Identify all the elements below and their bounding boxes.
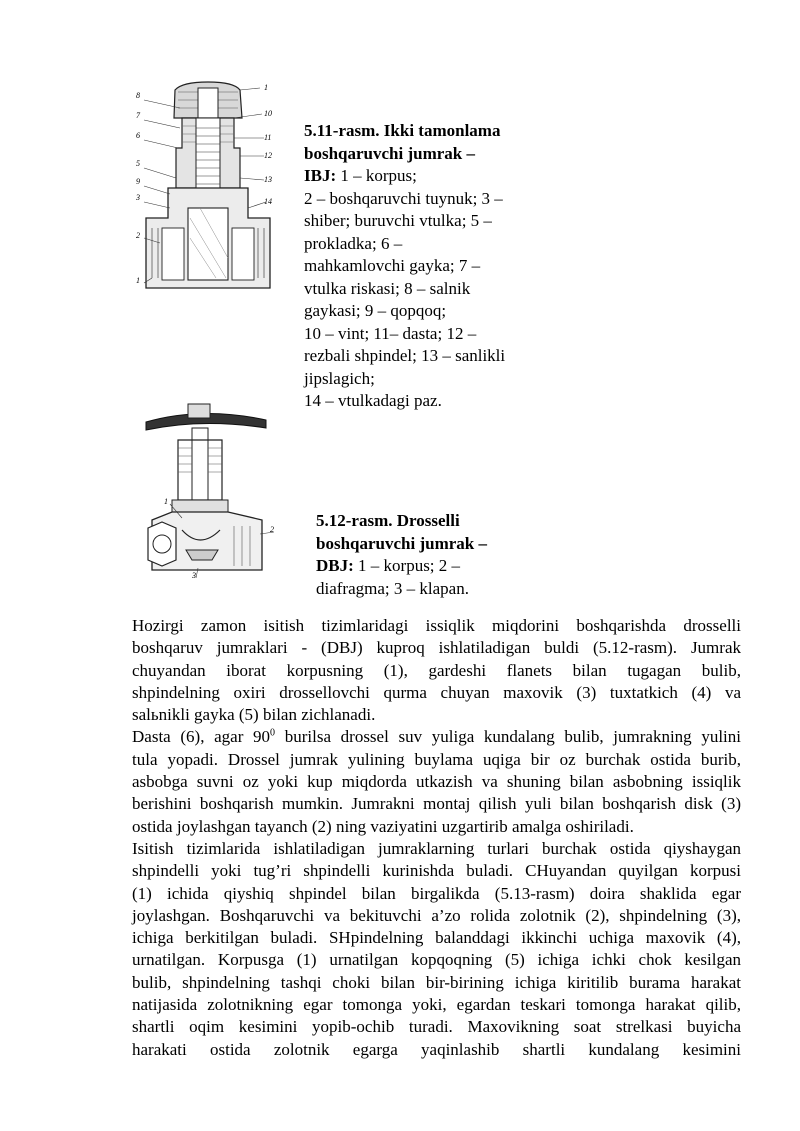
text-line: ichiga berkitilgan buladi. SHpindelning balanddagi ikkinchi uchiga maxovik (4), [132,928,741,948]
body-text [117,615,741,1061]
caption-line: 1 – korpus; [336,166,417,185]
text-line: salьnikli gayka (5) bilan zichlanadi. [132,705,376,725]
caption-line: 1 – korpus; 2 – [353,556,461,575]
caption-title-line: 5.11-rasm. Ikki tamonlama [304,121,501,140]
gate-valve-cross-section-image [130,78,280,296]
figure-callout-number: 8 [136,91,140,100]
text-line: boshqaruv jumraklari - (DBJ) kuproq ishlatiladigan buldi (5.12-rasm). Jumrak [132,638,741,658]
caption-line: vtulka riskasi; 8 – salnik [304,278,471,298]
paragraph-3 [117,838,741,1061]
caption-line: 14 – vtulkadagi paz. [304,391,442,410]
paragraph-2 [117,726,741,837]
caption-line: mahkamlovchi gayka; 7 – [304,256,481,275]
text-line: shartli oqim kesimini yopib-ochib turadi. Maxovikning soat strelkasi buyicha [132,1017,741,1037]
figure-callout-number: 13 [264,175,272,184]
text-line: berishini boshqarish mumkin. Jumrakni montaj qilish yuli bilan boshqarish disk (3) [132,794,741,814]
figure-callout-number: 9 [136,177,140,186]
caption-title-line: boshqaruvchi jumrak – [316,533,487,553]
text-segment: Dasta (6), agar 90 [132,727,271,747]
paragraph-1 [117,615,741,726]
caption-title-line: 5.12-rasm. Drosselli [316,511,460,530]
text-line: Isitish tizimlarida ishlatiladigan jumraklarning turlari burchak ostida qiyshaygan [132,838,741,858]
text-line: asbobga suvni oz yoki kup miqdorda utkazish va shuning bilan asbobning issiqlik [132,772,741,792]
text-line: harakati ostida zolotnik egarga yaqinlashib shartli kundalang kesimini [132,1039,741,1059]
text-line: bulib, shpindelning tashqi choki bilan bir-birining ichiga kiritilib burama harakat [132,972,741,992]
figure-5-11-valve-drawing [130,78,280,296]
text-line: shpindelli yoki tug’ri shpindelli kurinishda buladi. CHuyandan quyilgan korpusi [132,861,741,881]
figure-callout-number: 5 [136,159,140,168]
caption-line: 2 – boshqaruvchi tuynuk; 3 – [304,188,503,208]
figure-callout-number: 3 [192,571,196,580]
text-line: chuyandan iborat korpusning (1), gardeshi flanets bilan tugagan bulib, [132,660,741,680]
figure-callout-number: 10 [264,109,272,118]
figure-callout-number: 1 [136,276,140,285]
caption-abbr: DBJ: [316,556,354,575]
caption-line: gaykasi; 9 – qopqoq; [304,301,447,320]
figure-callout-number: 11 [264,133,272,142]
caption-title-line: boshqaruvchi jumrak – [304,143,475,163]
figure-5-12-caption [316,510,546,600]
figure-5-11-caption [304,120,544,413]
caption-line: prokladka; 6 – [304,233,403,253]
text-line: Hozirgi zamon isitish tizimlaridagi issiqlik miqdorini boshqarishda drosselli [132,616,741,635]
figure-callout-number: 3 [136,193,140,202]
caption-line: diafragma; 3 – klapan. [316,578,469,598]
figure-callout-number: 1 [264,83,268,92]
figure-callout-number: 1 [164,497,168,506]
caption-abbr: IBJ: [304,166,337,185]
degree-superscript: 0 [270,727,276,739]
figure-callout-number: 2 [136,231,140,240]
figure-callout-number: 12 [264,151,272,160]
text-line: shpindelning oxiri drossellovchi qurma chuyan maxovik (3) tuxtatkich (4) va [132,682,741,702]
text-segment: burilsa drossel suv yuliga kundalang bulib, jumrakning yulini [275,727,742,747]
text-line: natijasida zolotnikning egar tomonga yoki, egardan teskari tomonga harakat qilib, [132,995,741,1015]
text-line [117,726,741,748]
figure-callout-number: 6 [136,131,140,140]
figure-5-12-valve-drawing [142,400,277,580]
text-line: urnatilgan. Korpusga (1) urnatilgan kopqoqning (5) ichiga ichki chok kesilgan [132,950,741,970]
throttle-valve-cross-section-image [142,400,277,580]
text-line: tula yopadi. Drossel jumrak yulining buylama uqiga bir oz burchak ostida burib, [132,749,741,769]
text-line: ostida joylashgan tayanch (2) ning vaziyatini uzgartirib amalga oshiriladi. [132,816,634,836]
figure-callout-number: 7 [136,111,140,120]
figure-callout-number: 14 [264,197,272,206]
caption-line: rezbali shpindel; 13 – sanlikli [304,346,506,365]
text-line: (1) ichida qiyshiq shpindel bilan birgalikda (5.13-rasm) doira shaklida egar [132,883,741,903]
text-line: joylashgan. Boshqaruvchi va bekituvchi a’zo rolida zolotnik (2), shpindelning (3), [132,905,741,925]
caption-line: jipslagich; [304,368,375,388]
caption-line: 10 – vint; 11– dasta; 12 – [304,323,477,343]
caption-line: shiber; buruvchi vtulka; 5 – [304,211,492,230]
figure-callout-number: 2 [270,525,274,534]
